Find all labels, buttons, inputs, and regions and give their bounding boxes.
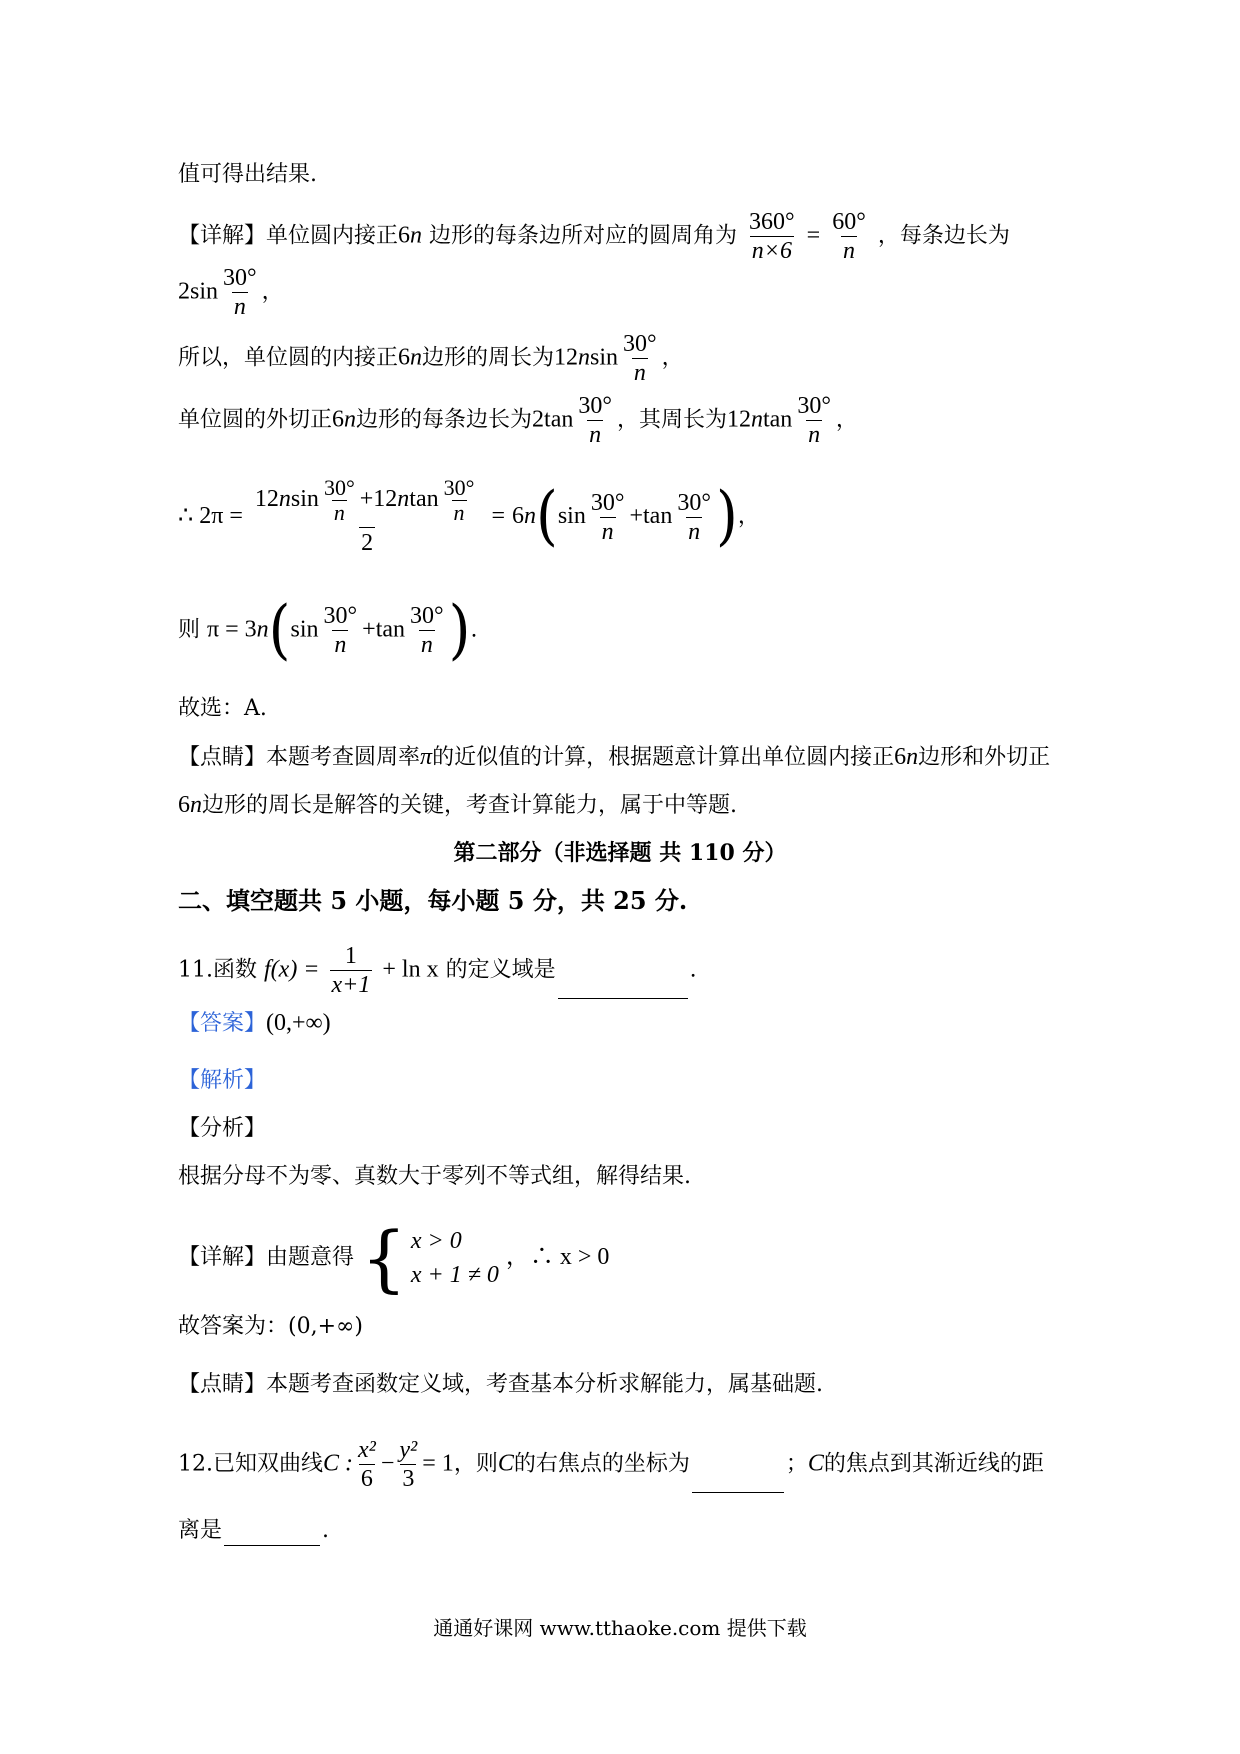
final-answer-line [178,1312,363,1342]
twelve: 12 [254,486,279,513]
denominator: n [334,632,347,658]
frac-x2-6 [356,1436,378,1493]
outer-text: 边形的每条边长为 [356,407,533,433]
minus: − [380,1450,395,1477]
outer-text: ，其周长为 [616,407,727,433]
answer-choice-line [178,694,267,724]
part2-title-text: 第二部分（非选择题 共 110 分） [453,840,787,866]
numerator: 360° [749,209,795,235]
analysis2-label-line [178,1114,266,1144]
fraction-30 [576,392,614,449]
denominator: n [601,518,614,545]
detail-label: 【详解】 [178,1245,267,1270]
two: 2 [532,406,545,433]
big-denominator: 2 [359,527,375,558]
denominator: n [589,422,602,448]
plus: + [359,486,374,513]
tan: tan [544,406,574,433]
denominator: n [633,360,646,386]
denominator: n [333,500,345,525]
fraction-60 [830,208,868,265]
detail2-text: 由题意得 [266,1245,355,1270]
detail-text: 单位圆内接正 [266,223,399,249]
point-line-2 [178,790,737,821]
left-brace: { [361,1216,407,1300]
answer-blank-focus[interactable] [692,1466,784,1493]
therefore-2pi: ∴ 2π = [178,503,243,529]
equals: = [806,222,821,249]
curve-C: C : [323,1450,353,1477]
detail2-line [178,1216,610,1300]
analysis2-text-line [178,1162,691,1192]
twelve: 12 [554,344,579,371]
numerator: 1 [344,943,357,969]
equals: = [491,503,505,529]
analysis-label-line [178,1066,266,1096]
six: 6 [398,222,411,249]
numerator: x² [358,1437,376,1463]
q11-fraction [330,942,373,999]
numerator: y² [399,1437,418,1463]
point-text: 的近似值的计算，根据题意计算出单位圆内接正 [432,745,895,770]
var-n: n [750,406,763,433]
plus: + [629,503,644,529]
fraction-30 [322,476,357,525]
system-line-1: x > 0 [410,1228,462,1254]
two-sin: 2sin [178,278,219,305]
sin: sin [290,616,319,643]
var-n: n [397,486,410,513]
right-paren: ) [715,479,738,554]
page-footer [0,1612,1240,1641]
left-paren: ( [268,592,291,668]
left-paren: ( [535,479,558,554]
part2-title [0,838,1240,868]
point2-text: 本题考查函数定义域，考查基本分析求解能力，属基础题. [266,1372,824,1397]
answer-value: (0,+∞) [266,1010,331,1036]
answer-blank[interactable] [558,972,688,999]
denominator: n [688,518,701,545]
answer-blank-distance[interactable] [224,1519,320,1546]
var-n: n [190,792,202,818]
answer-choice: 故选：A. [178,696,267,721]
conclusion-text: 值可得出结果. [178,162,317,187]
detail-line [178,208,1010,265]
q11-prefix: 11.函数 [178,957,257,983]
outer-text: 单位圆的外切正 [178,407,333,433]
q12-text: 的焦点到其渐近线的距 [823,1451,1044,1477]
q12-text: ，则 [453,1451,498,1477]
six: 6 [511,503,524,529]
denominator: n [453,500,465,525]
therefore-equation: ∴ 2π = 12nsin $\frac{30^\circ}{n}$ +12ntan $\frac{30^\circ}{n}$ 2 = 6n(sin $\frac{30^\circ}{n}$ +tan $\frac{30^\circ}{n}$ )， [178,475,760,556]
denominator: n [808,422,821,448]
tan: tan [375,616,406,643]
sin: sin [590,344,619,371]
var-n: n [523,503,536,529]
analysis-label: 【解析】 [178,1068,267,1093]
perimeter-outer-line: 单位圆的外切正6n边形的每条边长为2tan $\frac{30^\circ}{n}$ ，其周长为12ntan $\frac{30^\circ}{n}$ ， [178,393,858,448]
plus: + [362,616,376,643]
detail-label: 【详解】 [178,223,267,249]
numerator: 30° [623,331,657,357]
six: 6 [398,344,411,371]
detail-text: 边形的每条边所对应的圆周角为 [429,223,738,249]
denominator: n [843,238,855,264]
sin: sin [290,486,319,513]
var-n: n [410,222,423,249]
point-line-1: 【点睛】本题考查圆周率π的近似值的计算，根据题意计算出单位圆内接正6n边形和外切正 [178,744,1051,770]
fraction-30 [221,264,259,321]
then-text: 则 [178,617,201,643]
numerator: 30° [410,603,444,629]
section2-title-text: 二、填空题共 5 小题，每小题 5 分，共 25 分. [178,886,688,915]
tan: tan [409,486,439,513]
footer-text: 通通好课网 www.tthaoke.com 提供下载 [433,1616,807,1640]
big-numerator [253,476,482,527]
numerator: 30° [677,489,711,516]
section2-title [178,886,687,916]
so-text: 所以，单位圆的内接正 [178,345,399,371]
point2-line [178,1370,823,1400]
denominator: 6 [360,1466,373,1492]
six: 6 [332,406,345,433]
analysis2-text: 根据分母不为零、真数大于零列不等式组，解得结果. [178,1164,691,1189]
var-C: C [807,1450,824,1477]
pi-equation: 则 π = 3n(sin $\frac{30^\circ}{n}$ +tan $\frac{30^\circ}{n}$ ). [178,592,478,668]
fraction-30 [322,602,360,659]
twelve: 12 [373,486,398,513]
side-length-line: 2sin $\frac{30^\circ}{n}$ ， [178,265,284,320]
q11-answer-line [178,1008,331,1039]
equals-one: = 1 [422,1450,454,1477]
var-n: n [278,486,291,513]
pi-equals: π = 3 [207,616,257,643]
fraction-30 [795,392,833,449]
system-lines [411,1224,499,1292]
numerator: 30° [223,265,257,291]
point-label: 【点睛】 [178,1372,267,1397]
final-answer: 故答案为：(0,+∞) [178,1314,363,1339]
analysis2-label: 【分析】 [178,1116,267,1141]
q12-prefix: 12.已知双曲线 [178,1451,323,1477]
q11-suffix: 的定义域是 [445,957,556,983]
numerator: 30° [443,475,475,500]
detail-text: ，每条边长为 [877,223,1010,249]
big-fraction [253,476,482,558]
question-12 [178,1436,1044,1493]
point-label: 【点睛】 [178,745,267,770]
answer-label: 【答案】 [178,1011,267,1036]
q12-text: ； [785,1451,808,1477]
var-n: n [256,616,269,643]
question-11: 11.函数 f(x) = $\frac{1}{x+1}$ + ln x 的定义域是 . [178,943,697,998]
frac-y2-3 [397,1436,419,1493]
text-line [178,160,317,190]
numerator: 30° [590,489,625,516]
point-text: 边形和外切正 [918,745,1051,770]
q12-text: 的右焦点的坐标为 [513,1451,690,1477]
function-lhs: f(x) = [264,956,320,983]
six: 6 [894,744,907,770]
right-paren: ) [448,592,471,668]
question-12-cont: 离是 . [178,1516,329,1546]
q12-text: 离是 [178,1518,223,1543]
point-text: 边形的周长是解答的关键，考查计算能力，属于中等题. [202,793,737,818]
fraction-30 [442,476,477,525]
system-line-2: x + 1 ≠ 0 [410,1262,499,1288]
tan: tan [762,406,793,433]
numerator: 30° [323,475,355,500]
denominator: n [233,294,246,320]
numerator: 30° [578,393,612,419]
numerator: 30° [797,393,831,419]
fraction-30 [408,602,446,659]
fraction-30 [675,489,713,546]
six: 6 [178,792,190,818]
fraction-360 [747,208,797,265]
denominator: x+1 [331,972,371,998]
fraction-30 [621,330,659,387]
numerator: 60° [832,209,866,235]
denominator: n×6 [751,238,792,264]
ln-term: + ln x [382,956,439,983]
inequality-system [361,1216,499,1300]
perimeter-text: 边形的周长为 [422,345,555,371]
point-text: 本题考查圆周率 [266,745,421,770]
var-n: n [906,744,919,770]
var-n: n [344,406,357,433]
tan: tan [643,503,673,529]
fraction-30 [589,489,627,546]
twelve: 12 [726,406,751,433]
var-n: n [410,344,423,371]
var-n: n [578,344,591,371]
numerator: 30° [323,603,358,629]
detail2-result: ，∴ x > 0 [505,1244,610,1270]
perimeter-inner-line: 所以，单位圆的内接正6n边形的周长为12nsin $\frac{30^\circ}{n}$ ， [178,331,684,386]
denominator: 3 [402,1466,415,1492]
sin: sin [557,503,586,529]
var-C: C [497,1450,514,1477]
denominator: n [420,632,433,658]
